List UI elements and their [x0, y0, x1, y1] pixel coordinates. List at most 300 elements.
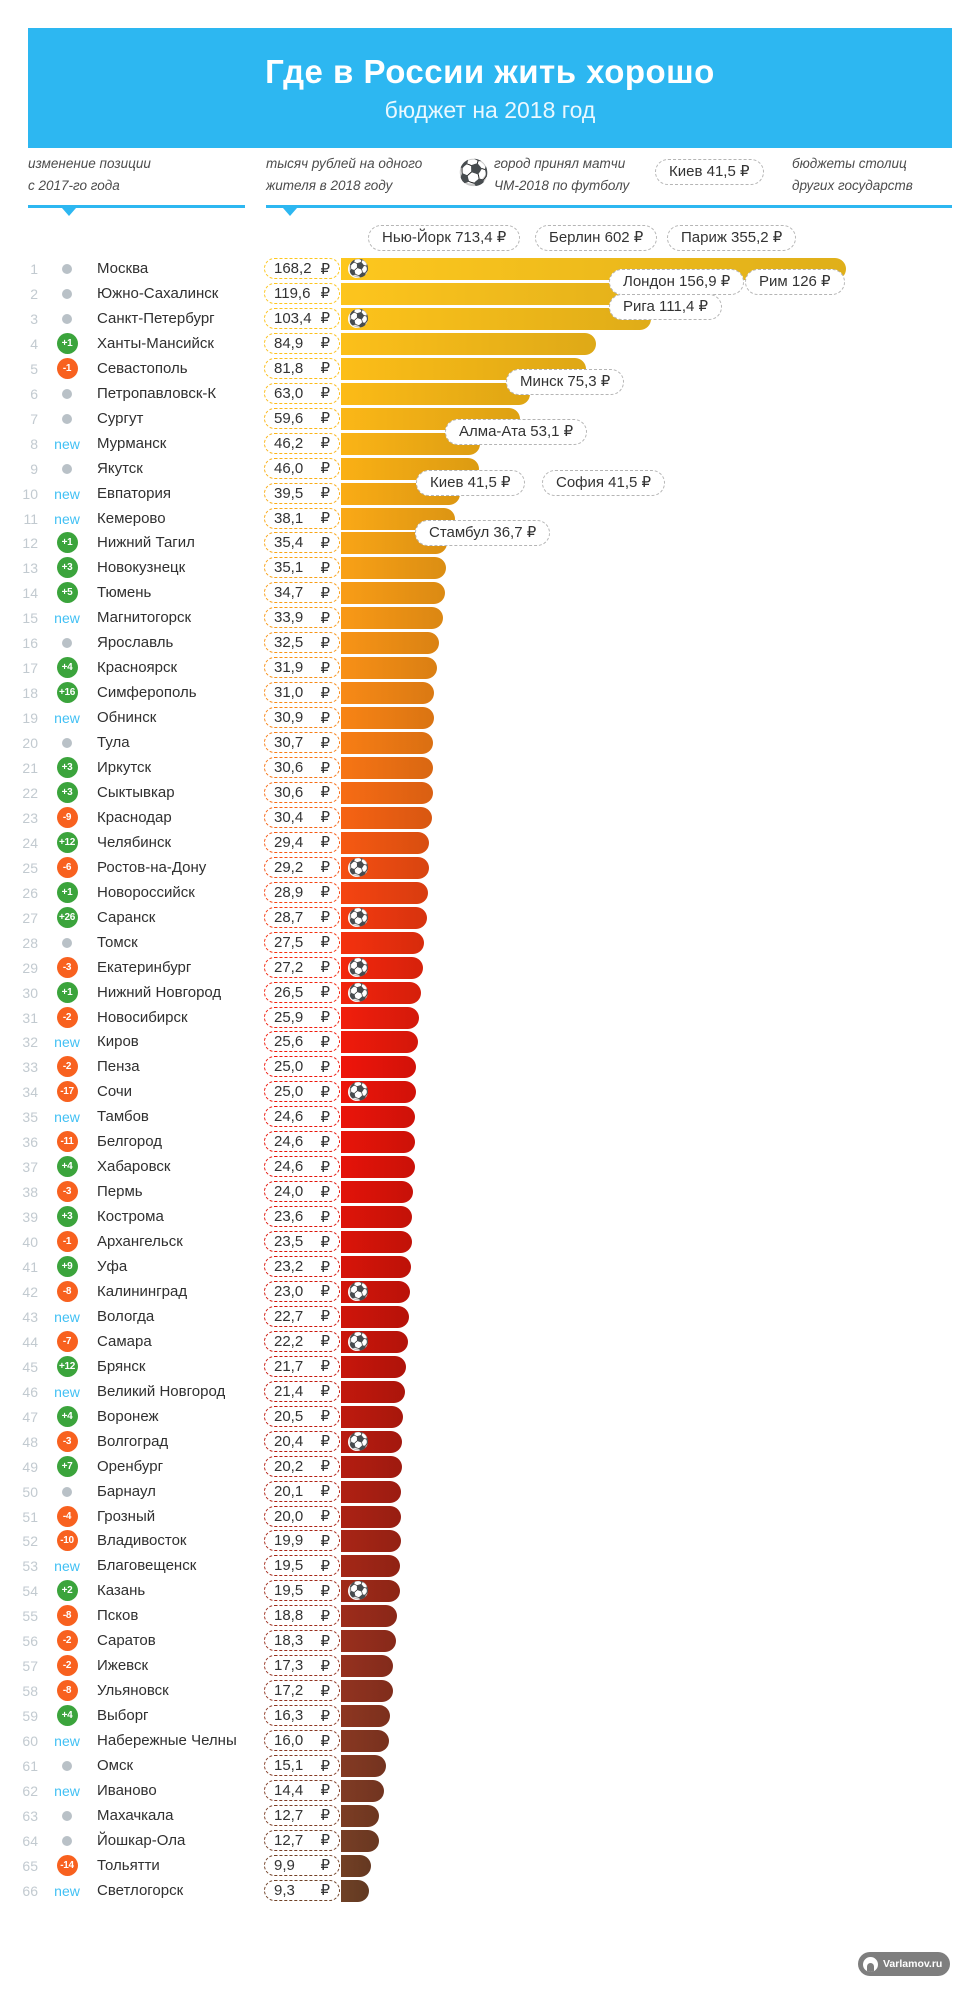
value-badge — [264, 1406, 340, 1427]
rank-up-badge: +3 — [57, 782, 78, 803]
no-change-dot-icon — [62, 414, 72, 424]
ruble-sign: ₽ — [320, 1408, 330, 1426]
legend-line: город принял матчи — [494, 156, 626, 171]
city-name: Самара — [97, 1332, 152, 1350]
ruble-sign: ₽ — [320, 1557, 330, 1575]
table-row — [0, 1880, 980, 1902]
table-row — [0, 907, 980, 929]
position-change-badge — [52, 1331, 82, 1353]
ruble-sign: ₽ — [320, 460, 330, 478]
position-change-badge — [52, 1605, 82, 1627]
rank-number: 57 — [22, 1658, 38, 1675]
ruble-sign: ₽ — [320, 834, 330, 852]
rank-down-badge: -14 — [57, 1855, 78, 1876]
position-change-badge — [52, 1231, 82, 1253]
table-row — [0, 807, 980, 829]
value-label: 39,5 — [274, 484, 304, 502]
value-label: 59,6 — [274, 409, 304, 427]
ruble-sign: ₽ — [320, 1782, 330, 1800]
city-name: Красноярск — [97, 659, 178, 677]
city-name: Новосибирск — [97, 1008, 188, 1026]
position-change-badge — [52, 383, 82, 405]
value-badge — [264, 1181, 340, 1202]
value-badge — [264, 508, 340, 529]
value-badge — [264, 408, 340, 429]
ruble-sign: ₽ — [320, 1233, 330, 1251]
position-change-badge — [52, 1281, 82, 1303]
value-label: 20,2 — [274, 1457, 304, 1475]
city-name: Новокузнецк — [97, 559, 186, 577]
rank-number: 17 — [22, 660, 38, 677]
ruble-sign: ₽ — [320, 734, 330, 752]
ruble-sign: ₽ — [320, 1657, 330, 1675]
no-change-dot-icon — [62, 638, 72, 648]
ruble-sign: ₽ — [320, 1682, 330, 1700]
rank-number: 11 — [23, 510, 38, 527]
value-label: 17,2 — [274, 1682, 304, 1700]
city-name: Брянск — [97, 1357, 146, 1375]
arrow-down-icon — [62, 208, 76, 216]
position-change-badge — [52, 1256, 82, 1278]
bar — [341, 1605, 397, 1627]
table-row — [0, 1630, 980, 1652]
no-change-dot-icon — [62, 314, 72, 324]
rank-number: 4 — [30, 335, 38, 352]
rank-up-badge: +1 — [57, 532, 78, 553]
ruble-sign: ₽ — [320, 1308, 330, 1326]
value-label: 24,6 — [274, 1108, 304, 1126]
position-change-badge — [52, 1506, 82, 1528]
city-name: Архангельск — [97, 1233, 183, 1251]
table-row — [0, 782, 980, 804]
value-badge — [264, 1880, 340, 1901]
new-entry-label: new — [54, 1782, 80, 1799]
value-badge — [264, 358, 340, 379]
city-name: Грозный — [97, 1507, 156, 1525]
table-row — [0, 857, 980, 879]
city-name: Сургут — [97, 409, 144, 427]
city-name: Сыктывкар — [97, 783, 175, 801]
capital-sample-badge: Киев 41,5 ₽ — [655, 159, 764, 185]
value-badge — [264, 1780, 340, 1801]
bar — [341, 1156, 415, 1178]
bar — [341, 1206, 412, 1228]
table-row — [0, 1231, 980, 1253]
bar — [341, 882, 428, 904]
city-name: Ростов-на-Дону — [97, 858, 207, 876]
bar — [341, 1356, 406, 1378]
city-name: Ульяновск — [97, 1682, 169, 1700]
new-entry-label: new — [54, 1308, 80, 1325]
position-change-badge — [52, 1056, 82, 1078]
no-change-dot-icon — [62, 1836, 72, 1846]
ruble-sign: ₽ — [320, 1508, 330, 1525]
ruble-sign: ₽ — [320, 485, 330, 503]
table-row — [0, 1381, 980, 1403]
value-label: 34,7 — [274, 584, 304, 602]
value-label: 20,0 — [274, 1507, 304, 1525]
position-change-badge — [52, 333, 82, 355]
rank-up-badge: +26 — [57, 907, 78, 928]
rank-number: 28 — [22, 934, 38, 951]
no-change-dot-icon — [62, 289, 72, 299]
value-label: 9,3 — [274, 1881, 295, 1899]
legend-line: изменение позиции — [28, 156, 151, 171]
table-row — [0, 1705, 980, 1727]
city-name: Новороссийск — [97, 883, 195, 901]
table-row — [0, 1605, 980, 1627]
rank-number: 14 — [22, 585, 38, 602]
ruble-sign: ₽ — [320, 609, 330, 627]
value-badge — [264, 657, 340, 678]
position-change-badge — [52, 707, 82, 729]
ruble-sign: ₽ — [320, 909, 330, 927]
value-badge — [264, 757, 340, 778]
position-change-badge — [52, 1630, 82, 1652]
rank-number: 59 — [22, 1708, 38, 1725]
city-name: Оренбург — [97, 1457, 164, 1475]
table-row — [0, 1031, 980, 1053]
value-badge — [264, 1456, 340, 1477]
table-row — [0, 1056, 980, 1078]
table-row — [0, 1406, 980, 1428]
arrow-down-icon — [283, 208, 297, 216]
rank-up-badge: +4 — [57, 657, 78, 678]
ruble-sign: ₽ — [320, 285, 330, 303]
position-change-badge — [52, 308, 82, 330]
city-name: Тольятти — [97, 1856, 160, 1874]
legend-world-cup — [494, 153, 629, 197]
bar — [341, 557, 446, 579]
page-subtitle: бюджет на 2018 год — [384, 97, 596, 123]
bar — [341, 832, 429, 854]
rank-down-badge: -3 — [57, 1181, 78, 1202]
value-badge — [264, 1381, 340, 1402]
table-row — [0, 1481, 980, 1503]
rank-number: 25 — [22, 859, 38, 876]
city-name: Набережные Челны — [97, 1732, 237, 1750]
ruble-sign: ₽ — [320, 1158, 330, 1176]
new-entry-label: new — [54, 710, 80, 727]
city-name: Иваново — [97, 1781, 157, 1799]
position-change-badge — [52, 682, 82, 704]
new-entry-label: new — [54, 610, 80, 627]
city-name: Вологда — [97, 1307, 155, 1325]
position-change-badge — [52, 1655, 82, 1677]
value-label: 24,6 — [274, 1158, 304, 1176]
city-name: Кострома — [97, 1208, 164, 1226]
no-change-dot-icon — [62, 938, 72, 948]
position-change-badge — [52, 1206, 82, 1228]
rank-up-badge: +12 — [57, 832, 78, 853]
ruble-sign: ₽ — [320, 1009, 330, 1026]
new-entry-label: new — [54, 1558, 80, 1575]
value-badge — [264, 1755, 340, 1776]
value-badge — [264, 1356, 340, 1377]
bar — [341, 1630, 396, 1652]
bar — [341, 1131, 415, 1153]
value-label: 20,5 — [274, 1407, 304, 1425]
ruble-sign: ₽ — [320, 1532, 330, 1550]
ruble-sign: ₽ — [320, 260, 330, 278]
position-change-badge — [52, 1481, 82, 1503]
table-row — [0, 1506, 980, 1528]
table-row — [0, 557, 980, 579]
value-badge — [264, 932, 340, 953]
rank-number: 58 — [22, 1683, 38, 1700]
bar — [341, 1530, 401, 1552]
legend-line: бюджеты столиц — [792, 156, 907, 171]
rank-number: 48 — [22, 1433, 38, 1450]
position-change-badge — [52, 1530, 82, 1552]
value-badge — [264, 1830, 340, 1851]
value-label: 30,6 — [274, 759, 304, 776]
rank-down-badge: -6 — [57, 857, 78, 878]
ruble-sign: ₽ — [320, 1383, 330, 1401]
rank-number: 8 — [30, 435, 38, 452]
bar — [341, 1730, 389, 1752]
city-name: Южно-Сахалинск — [97, 284, 219, 302]
page-title: Где в России жить хорошо — [265, 53, 715, 90]
rank-up-badge: +5 — [57, 582, 78, 603]
value-label: 21,4 — [274, 1382, 304, 1400]
value-label: 20,1 — [274, 1482, 304, 1500]
ruble-sign: ₽ — [320, 1807, 330, 1825]
city-name: Пермь — [97, 1183, 143, 1201]
rank-up-badge: +3 — [57, 557, 78, 578]
position-change-badge — [52, 458, 82, 480]
rank-number: 21 — [22, 760, 38, 776]
value-label: 23,2 — [274, 1258, 304, 1275]
value-badge — [264, 1031, 340, 1052]
world-cup-football-icon: ⚽ — [348, 1082, 370, 1102]
value-label: 24,0 — [274, 1183, 304, 1201]
rank-number: 30 — [22, 984, 38, 1001]
rank-number: 40 — [22, 1234, 38, 1251]
new-entry-label: new — [54, 1034, 80, 1051]
position-change-badge — [52, 1406, 82, 1428]
value-label: 23,6 — [274, 1208, 304, 1226]
rank-up-badge: +16 — [57, 682, 78, 703]
bar — [341, 732, 433, 754]
value-badge — [264, 857, 340, 878]
position-change-badge — [52, 1106, 82, 1128]
ruble-sign: ₽ — [320, 684, 330, 702]
rank-up-badge: +4 — [57, 1406, 78, 1427]
ruble-sign: ₽ — [320, 1258, 330, 1276]
position-change-badge — [52, 607, 82, 629]
world-cup-football-icon: ⚽ — [348, 1581, 370, 1601]
table-row — [0, 1855, 980, 1877]
table-row — [0, 707, 980, 729]
position-change-badge — [52, 957, 82, 979]
city-name: Великий Новгород — [97, 1382, 226, 1400]
capital-budget-badge: Париж 355,2 ₽ — [667, 225, 796, 251]
table-row — [0, 1131, 980, 1153]
rank-number: 42 — [22, 1283, 38, 1300]
rank-number: 19 — [22, 710, 38, 727]
table-row — [0, 957, 980, 979]
rank-number: 3 — [30, 310, 38, 327]
value-badge — [264, 707, 340, 728]
rank-number: 26 — [22, 884, 38, 901]
rank-number: 35 — [22, 1109, 38, 1126]
value-label: 9,9 — [274, 1856, 295, 1874]
city-name: Тамбов — [97, 1108, 149, 1126]
value-badge — [264, 1530, 340, 1551]
city-name: Челябинск — [97, 833, 172, 851]
value-label: 46,2 — [274, 434, 304, 452]
value-badge — [264, 632, 340, 653]
capital-budget-badge: Рига 111,4 ₽ — [609, 294, 722, 320]
value-badge — [264, 832, 340, 853]
value-label: 168,2 — [274, 260, 312, 277]
ruble-sign: ₽ — [320, 1433, 330, 1451]
position-change-badge — [52, 1855, 82, 1877]
value-label: 28,9 — [274, 883, 304, 901]
table-row — [0, 1331, 980, 1353]
rank-down-badge: -1 — [57, 1231, 78, 1252]
world-cup-football-icon: ⚽ — [348, 857, 370, 877]
legend-capitals — [792, 153, 913, 197]
rank-number: 23 — [22, 809, 38, 826]
value-badge — [264, 982, 340, 1003]
city-name: Саранск — [97, 908, 156, 926]
position-change-badge — [52, 932, 82, 954]
city-name: Благовещенск — [97, 1557, 197, 1575]
value-label: 19,9 — [274, 1532, 304, 1550]
rank-number: 1 — [30, 261, 38, 277]
city-name: Томск — [97, 933, 138, 951]
new-entry-label: new — [54, 1383, 80, 1400]
bar — [341, 1506, 401, 1528]
legend-unit — [266, 153, 422, 197]
value-label: 12,7 — [274, 1806, 304, 1824]
rank-number: 24 — [22, 834, 38, 851]
city-name: Махачкала — [97, 1806, 174, 1824]
bar — [341, 1007, 419, 1029]
table-row — [0, 1530, 980, 1552]
ruble-sign: ₽ — [320, 1358, 330, 1376]
ruble-sign: ₽ — [320, 1607, 330, 1625]
rank-number: 39 — [22, 1209, 38, 1226]
table-row — [0, 1206, 980, 1228]
table-row — [0, 333, 980, 355]
city-name: Нижний Тагил — [97, 534, 195, 552]
value-badge — [264, 333, 340, 354]
value-label: 24,6 — [274, 1133, 304, 1151]
value-label: 17,3 — [274, 1657, 304, 1675]
position-change-badge — [52, 1580, 82, 1602]
value-label: 19,5 — [274, 1582, 304, 1600]
rank-down-badge: -4 — [57, 1506, 78, 1527]
no-change-dot-icon — [62, 1761, 72, 1771]
value-label: 23,5 — [274, 1233, 304, 1251]
value-badge — [264, 1580, 340, 1601]
rank-number: 43 — [22, 1308, 38, 1325]
value-badge — [264, 1705, 340, 1726]
football-icon: ⚽ — [458, 159, 490, 187]
bar — [341, 1481, 401, 1503]
value-badge — [264, 782, 340, 803]
value-label: 46,0 — [274, 459, 304, 477]
rank-number: 27 — [22, 909, 38, 926]
position-change-badge — [52, 1780, 82, 1802]
rank-number: 51 — [22, 1508, 38, 1525]
table-row — [0, 832, 980, 854]
city-name: Ханты-Мансийск — [97, 334, 214, 352]
table-row — [0, 932, 980, 954]
value-label: 29,2 — [274, 858, 304, 876]
legend-line: тысяч рублей на одного — [266, 156, 423, 171]
value-badge — [264, 1630, 340, 1651]
value-badge — [264, 907, 340, 928]
value-label: 23,0 — [274, 1282, 304, 1300]
position-change-badge — [52, 532, 82, 554]
value-badge — [264, 1231, 340, 1252]
city-name: Иркутск — [97, 759, 152, 776]
ruble-sign: ₽ — [320, 385, 330, 403]
table-row — [0, 1156, 980, 1178]
value-label: 18,8 — [274, 1607, 304, 1625]
value-label: 38,1 — [274, 509, 304, 527]
table-row — [0, 632, 980, 654]
value-label: 26,5 — [274, 983, 304, 1001]
city-name: Сочи — [97, 1083, 133, 1101]
rank-down-badge: -7 — [57, 1331, 78, 1352]
value-badge — [264, 383, 340, 404]
rank-number: 62 — [22, 1782, 38, 1799]
rank-number: 55 — [22, 1608, 38, 1625]
capital-budget-badge: Стамбул 36,7 ₽ — [415, 520, 550, 546]
ruble-sign: ₽ — [320, 884, 330, 902]
rank-number: 47 — [22, 1408, 38, 1425]
value-badge — [264, 1730, 340, 1751]
ruble-sign: ₽ — [320, 1133, 330, 1151]
legend-line: ЧМ-2018 по футболу — [494, 178, 630, 193]
value-badge — [264, 1431, 340, 1452]
varlamov-logo-icon — [863, 1957, 878, 1972]
value-label: 28,7 — [274, 908, 304, 926]
rank-number: 36 — [22, 1134, 38, 1151]
position-change-badge — [52, 1730, 82, 1752]
position-change-badge — [52, 1356, 82, 1378]
table-row — [0, 1431, 980, 1453]
value-badge — [264, 1056, 340, 1077]
world-cup-football-icon: ⚽ — [348, 982, 370, 1002]
city-name: Тула — [97, 734, 130, 752]
table-row — [0, 757, 980, 779]
value-label: 35,1 — [274, 559, 304, 577]
ruble-sign: ₽ — [320, 410, 330, 428]
value-badge — [264, 1007, 340, 1028]
table-row — [0, 982, 980, 1004]
bar — [341, 932, 424, 954]
position-change-badge — [52, 982, 82, 1004]
legend-line: жителя в 2018 году — [266, 178, 393, 193]
rank-up-badge: +4 — [57, 1156, 78, 1177]
world-cup-football-icon: ⚽ — [348, 957, 370, 977]
value-badge — [264, 1106, 340, 1127]
bar — [341, 1880, 369, 1902]
capital-budget-badge: Алма-Ата 53,1 ₽ — [445, 419, 587, 445]
city-name: Владивосток — [97, 1532, 187, 1550]
rank-number: 33 — [22, 1059, 38, 1076]
rank-number: 13 — [22, 560, 38, 577]
table-row — [0, 383, 980, 405]
bar — [341, 1306, 409, 1328]
legend-line: с 2017-го года — [28, 178, 120, 193]
